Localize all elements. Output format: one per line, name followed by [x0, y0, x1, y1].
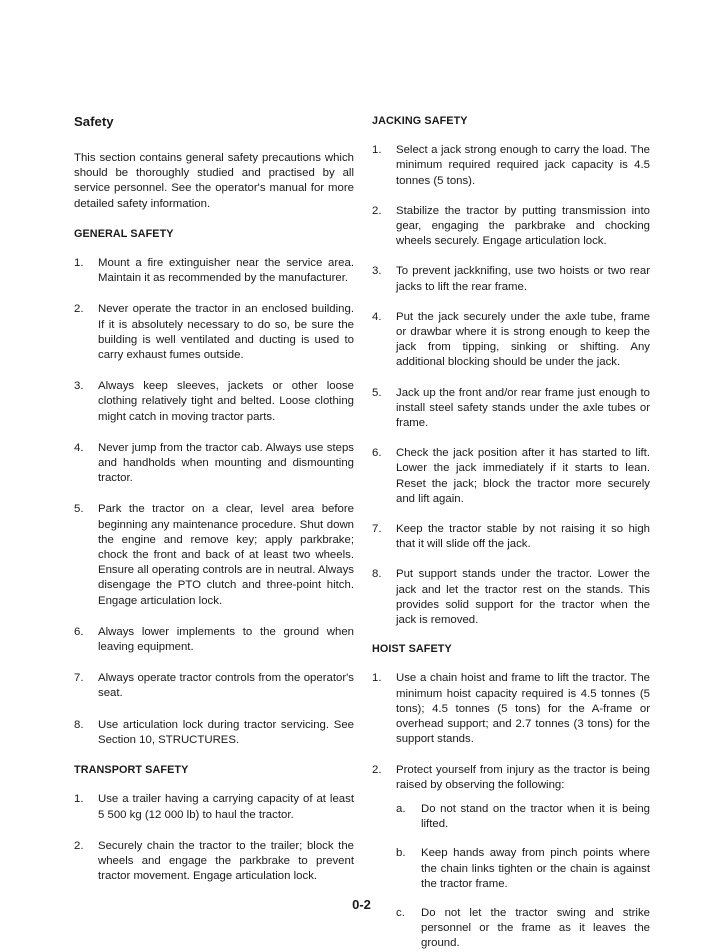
general-safety-list	[74, 256, 354, 748]
sub-item-letter: a.	[396, 802, 406, 815]
item-text: Use a trailer having a carrying capacity of at least 5 500 kg (12 000 lb) to haul the tractor.	[98, 793, 354, 821]
item-number: 7.	[372, 523, 382, 536]
item-text: Securely chain the tractor to the trailer; block the wheels and engage the parkbrake to prevent tractor movement. Engage articulation lock.	[98, 839, 354, 883]
hoist-sub-list	[396, 802, 650, 952]
list-item	[372, 763, 650, 952]
item-number: 3.	[74, 380, 84, 393]
item-number: 2.	[372, 763, 382, 776]
general-safety-heading: GENERAL SAFETY	[74, 227, 174, 240]
list-item	[74, 839, 354, 885]
transport-safety-list	[74, 792, 354, 884]
item-text: Use a chain hoist and frame to lift the tractor. The minimum hoist capacity required is 4.5 tonnes (5 tons); 4.5 tonnes (5 tons) for the A-frame or overhead support; and 2.7 tonnes (3 tons) for the support stands.	[396, 672, 650, 746]
list-item	[74, 302, 354, 363]
item-number: 2.	[74, 839, 84, 852]
section-title: Safety	[74, 114, 114, 129]
item-text: Always keep sleeves, jackets or other loose clothing relatively tight and belted. Loose clothing might catch in moving tractor parts.	[98, 380, 354, 423]
item-text: Check the jack position after it has started to lift. Lower the jack immediately if it starts to lean. Reset the jack; block the tractor more securely and lift again.	[396, 447, 650, 505]
list-item	[74, 792, 354, 822]
item-number: 3.	[372, 265, 382, 278]
item-number: 1.	[372, 672, 382, 685]
page-number: 0-2	[352, 897, 371, 912]
list-item	[372, 310, 650, 371]
item-text: Always lower implements to the ground when leaving equipment.	[98, 625, 354, 654]
left-column	[74, 114, 354, 884]
sub-list-item	[396, 802, 650, 832]
item-number: 8.	[74, 718, 84, 731]
item-number: 7.	[74, 672, 84, 685]
list-item	[74, 671, 354, 701]
item-text: Never jump from the tractor cab. Always use steps and handholds when mounting and dismounting tractor.	[98, 441, 354, 485]
list-item	[74, 379, 354, 425]
item-number: 2.	[74, 303, 84, 316]
transport-safety-heading: TRANSPORT SAFETY	[74, 764, 189, 777]
item-number: 4.	[372, 310, 382, 323]
list-item	[74, 502, 354, 608]
item-number: 1.	[74, 257, 84, 270]
list-item	[372, 671, 650, 747]
item-number: 2.	[372, 204, 382, 217]
list-item	[372, 204, 650, 250]
item-text: Park the tractor on a clear, level area before beginning any maintenance procedure. Shut down the engine and remove key; apply parkbrake; chock the front and back of at least two wheels. Ensure all operating controls are in neutral. Always disengage the PTO clutch and three-point hitch. Engage articulation lock.	[98, 503, 354, 607]
item-number: 1.	[74, 793, 84, 806]
sub-item-letter: b.	[396, 847, 406, 860]
sub-list-item	[396, 906, 650, 952]
intro-paragraph: This section contains general safety precautions which should be thoroughly studied and practised by all service personnel. See the operator's manual for more detailed safety information.	[74, 152, 354, 210]
item-text: Use articulation lock during tractor servicing. See Section 10, STRUCTURES.	[98, 718, 354, 746]
item-text: Put the jack securely under the axle tube, frame or drawbar where it is strong enough to keep the jack from tipping, sinking or shifting. Any additional blocking should be under the jack.	[396, 310, 650, 369]
list-item	[372, 386, 650, 432]
sub-item-text: Keep hands away from pinch points where the chain links tighten or the chain is against the tractor frame.	[421, 847, 650, 890]
item-number: 8.	[372, 568, 382, 581]
item-number: 6.	[372, 447, 382, 460]
list-item	[74, 718, 354, 748]
item-text: Select a jack strong enough to carry the load. The minimum required required jack capacity is 4.5 tonnes (5 tons).	[396, 144, 650, 187]
list-item	[372, 567, 650, 628]
hoist-safety-heading: HOIST SAFETY	[372, 643, 452, 656]
item-text: Keep the tractor stable by not raising it so high that it will slide off the jack.	[396, 523, 650, 551]
list-item	[372, 264, 650, 294]
item-text: Mount a fire extinguisher near the service area. Maintain it as recommended by the manufacturer.	[98, 257, 354, 285]
item-text: Protect yourself from injury as the tractor is being raised by observing the following:	[396, 763, 650, 791]
item-text: Never operate the tractor in an enclosed building. If it is absolutely necessary to do so, be sure the building is well ventilated and ducting is used to carry exhaust fumes outside.	[98, 303, 354, 362]
item-number: 1.	[372, 144, 382, 157]
list-item	[74, 625, 354, 655]
item-text: Stabilize the tractor by putting transmission into gear, engaging the parkbrake and chocking wheels securely. Engage articulation lock.	[396, 204, 650, 248]
list-item	[74, 256, 354, 286]
item-text: Always operate tractor controls from the operator's seat.	[98, 672, 354, 700]
item-number: 5.	[74, 503, 84, 516]
item-text: To prevent jackknifing, use two hoists or two rear jacks to lift the rear frame.	[396, 265, 650, 293]
jacking-safety-heading: JACKING SAFETY	[372, 115, 468, 127]
sub-item-text: Do not stand on the tractor when it is being lifted.	[421, 802, 650, 831]
sub-item-text: Do not let the tractor swing and strike personnel or the frame as it leaves the ground.	[421, 906, 650, 950]
item-number: 5.	[372, 386, 382, 399]
item-text: Put support stands under the tractor. Lower the jack and let the tractor rest on the stands. This provides solid support for the tractor when the jack is removed.	[396, 568, 650, 627]
item-text: Jack up the front and/or rear frame just enough to install steel safety stands under the axle tubes or frame.	[396, 386, 650, 430]
list-item	[372, 446, 650, 507]
item-number: 6.	[74, 625, 84, 638]
list-item	[372, 143, 650, 189]
jacking-safety-list	[372, 143, 650, 628]
right-column	[372, 114, 650, 952]
list-item	[74, 441, 354, 487]
sub-item-letter: c.	[396, 906, 405, 919]
sub-list-item	[396, 846, 650, 892]
item-number: 4.	[74, 441, 84, 454]
list-item	[372, 522, 650, 552]
